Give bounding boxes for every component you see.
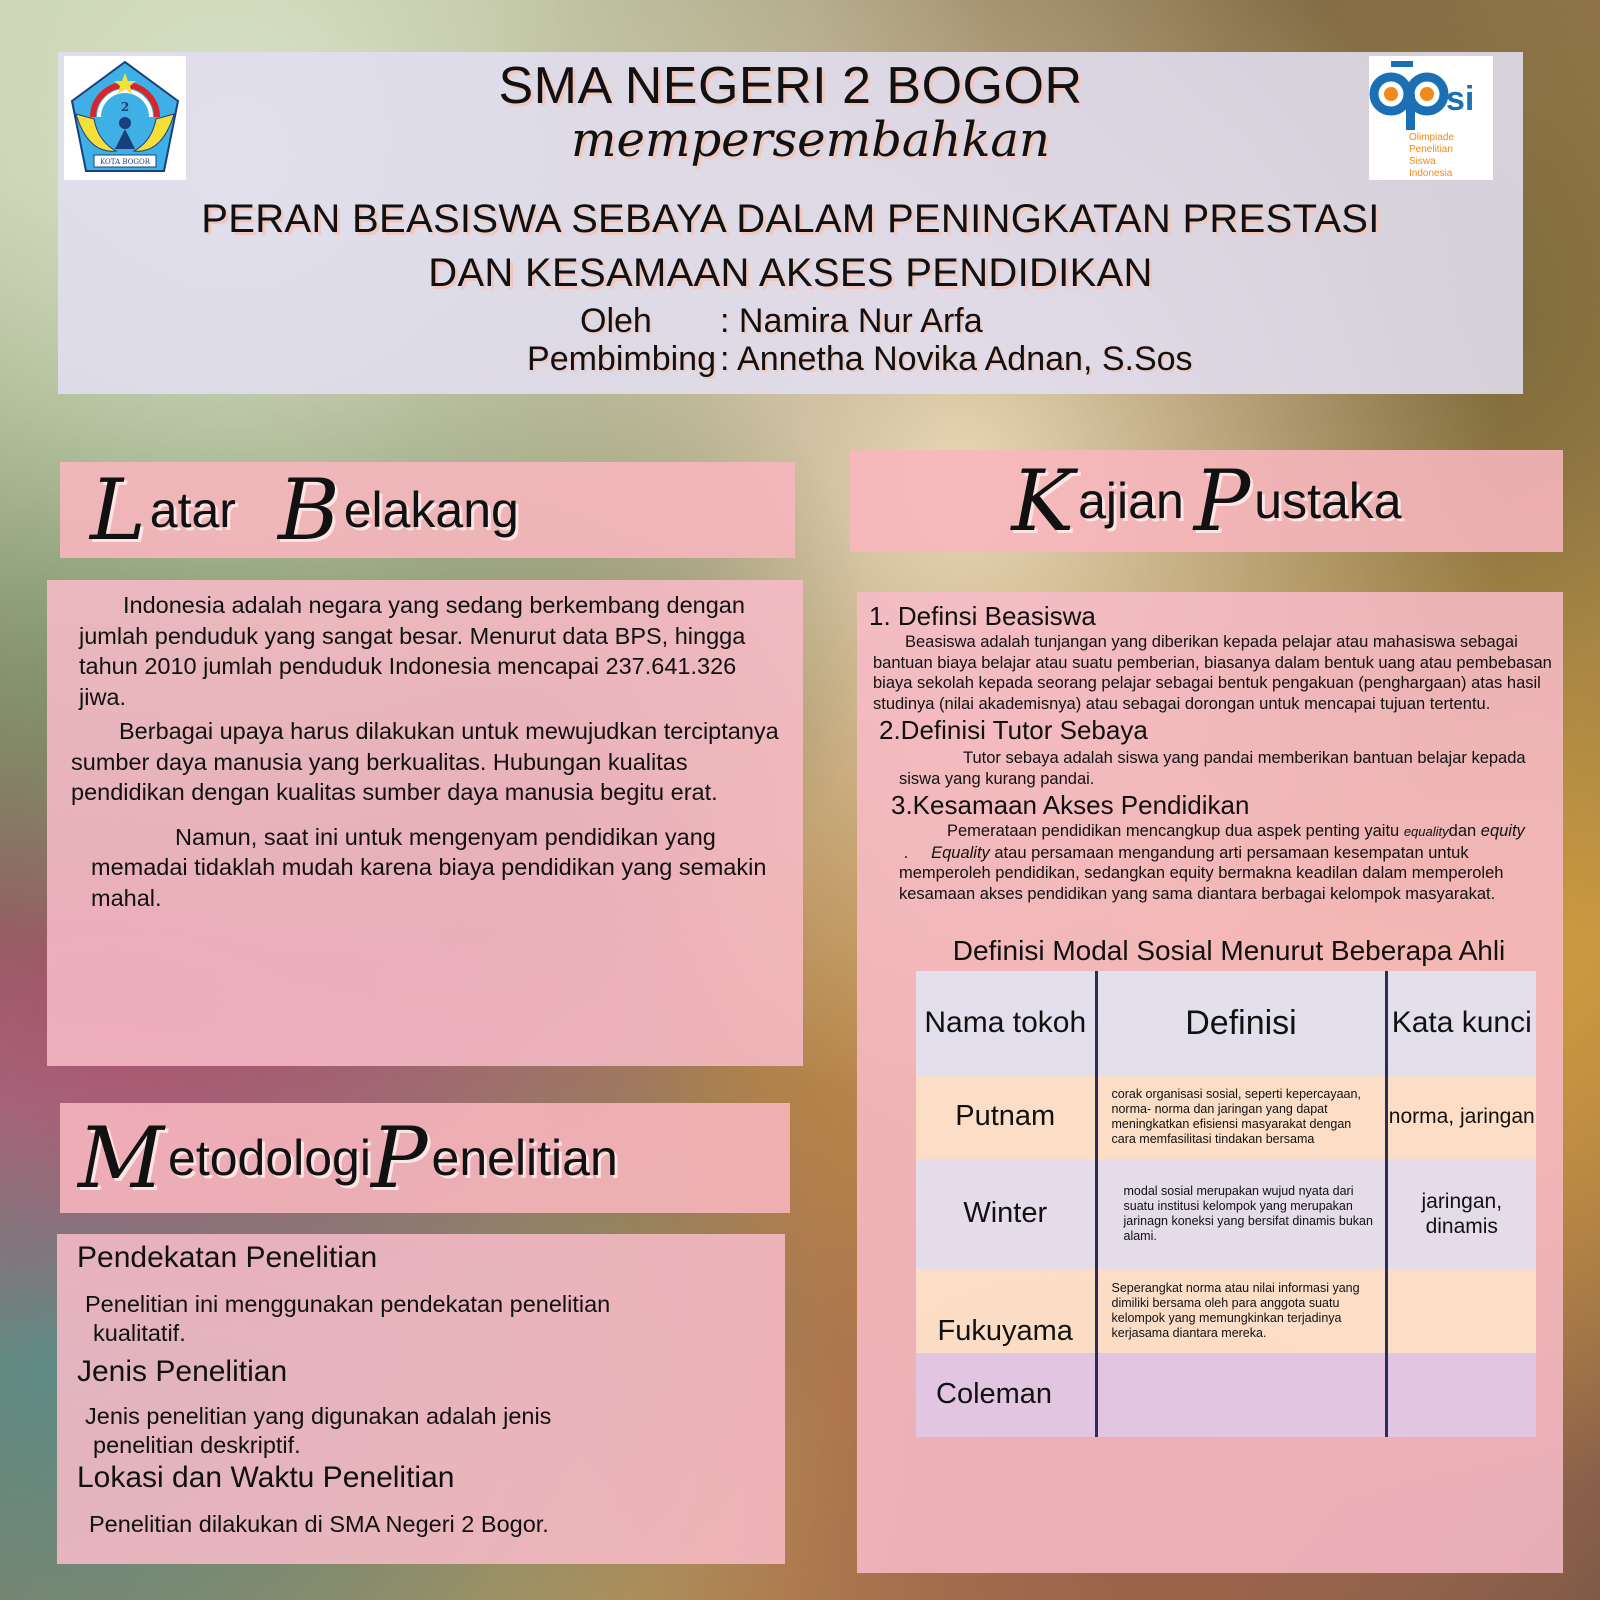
cell-keywords: norma, jaringan: [1388, 1105, 1535, 1128]
text: Pemerataan pendidikan mencangkup dua aspek penting yaitu: [947, 822, 1404, 840]
cell-definition: corak organisasi sosial, seperti kepercayaan, norma- norma dan jaringan yang dapat meningkatkan efisiensi masyarakat dengan cara memfasilitasi tindakan bersama: [1096, 1075, 1386, 1159]
term-equality: Equality: [931, 843, 990, 862]
heading-text: elakang: [343, 482, 519, 538]
cell-keywords: [1386, 1269, 1536, 1353]
heading-initial: P: [1193, 452, 1251, 550]
svg-text:Olimpiade: Olimpiade: [1409, 132, 1455, 143]
text: .: [899, 843, 932, 862]
table-row: [916, 1159, 1536, 1269]
poster-title-line2: DAN KESAMAAN AKSES PENDIDIKAN: [428, 251, 1153, 295]
paragraph: [869, 821, 1553, 904]
text: kualitatif.: [93, 1320, 186, 1346]
opsi-logo-icon: [1369, 56, 1493, 180]
author-label: Oleh: [580, 302, 652, 340]
section-heading-latar-belakang: [60, 462, 795, 558]
heading-initial: K: [1011, 452, 1075, 550]
author-row: [478, 302, 1193, 340]
subheading-lokasi: Lokasi dan Waktu Penelitian: [77, 1461, 455, 1494]
poster-header: [58, 52, 1523, 394]
section-heading-metodologi: [60, 1103, 790, 1213]
text: dan: [1448, 822, 1481, 840]
cell-definition: Seperangkat norma atau nilai informasi yang dimiliki bersama oleh para anggota suatu kelompok yang memungkinkan terjadinya kerjasama diantara mereka.: [1096, 1269, 1386, 1353]
cell-name: Fukuyama: [937, 1315, 1073, 1347]
paragraph: Tutor sebaya adalah siswa yang pandai memberikan bantuan belajar kepada siswa yang kurang pandai.: [899, 749, 1526, 788]
section-heading-kajian-pustaka: [850, 450, 1563, 552]
heading-text: ajian: [1078, 473, 1184, 529]
heading-initial: L: [90, 461, 146, 559]
author-value: : Namira Nur Arfa: [720, 302, 983, 340]
heading-text: enelitian: [431, 1130, 618, 1186]
paragraph: Penelitian dilakukan di SMA Negeri 2 Bogor.: [89, 1511, 549, 1537]
cell-name: Winter: [963, 1197, 1048, 1230]
opsi-logo: [1369, 56, 1493, 180]
text: atau persamaan mengandung arti persamaan kesempatan untuk memperoleh pendidikan, sedangkan equity bermakna keadilan dalam memperoleh kesamaan akses pendidikan yang sama diantara berbagai kelompok masyarakat.: [899, 843, 1504, 903]
svg-text:Siswa: Siswa: [1409, 156, 1436, 167]
cell-name: Coleman: [936, 1378, 1053, 1411]
cell-definition: modal sosial merupakan wujud nyata dari suatu institusi kelompok yang merupakan jarinagn koneksi yang bersifat dinamis bukan alami.: [1096, 1159, 1386, 1269]
paragraph: [77, 1290, 775, 1348]
heading-initial: M: [78, 1109, 165, 1207]
svg-text:KOTA BOGOR: KOTA BOGOR: [100, 158, 150, 166]
subheading-pendekatan: Pendekatan Penelitian: [77, 1241, 378, 1274]
cell-name: Putnam: [955, 1100, 1056, 1133]
advisor-label: Pembimbing: [527, 340, 716, 378]
latar-belakang-body: [47, 580, 803, 1066]
subheading-tutor-sebaya: 2.Definisi Tutor Sebaya: [879, 715, 1148, 745]
paragraph: Beasiswa adalah tunjangan yang diberikan kepada pelajar atau mahasiswa sebagai bantuan biaya belajar atau suatu pemberian, biasanya dalam bentuk uang atau pembebasan biaya sekolah kepada seorang pelajar sebagai bentuk pengakuan (penghargaan) atas hasil studinya (nilai akademisnya) atau sebagai dorongan untuk mencapai tujuan tertentu.: [873, 633, 1552, 713]
text: Penelitian ini menggunakan pendekatan penelitian: [85, 1291, 611, 1317]
poster-title-line1: PERAN BEASISWA SEBAYA DALAM PENINGKATAN PRESTASI: [201, 197, 1380, 241]
cell-keywords: [1386, 1353, 1536, 1437]
table-row: [916, 1353, 1536, 1437]
table-header-row: [916, 971, 1536, 1075]
svg-text:2: 2: [120, 100, 130, 114]
heading-initial: B: [277, 461, 340, 559]
svg-text:Indonesia: Indonesia: [1409, 168, 1453, 179]
poster-title: [58, 192, 1523, 300]
svg-text:Penelitian: Penelitian: [1409, 144, 1453, 155]
advisor-row: [478, 340, 1193, 378]
presents-subtitle: mempersembahkan: [571, 112, 1050, 168]
heading-text: ustaka: [1254, 473, 1402, 529]
column-header: Nama tokoh: [924, 1005, 1087, 1039]
advisor-value: : Annetha Novika Adnan, S.Sos: [720, 340, 1193, 378]
cell-keywords: jaringan, dinamis: [1421, 1189, 1503, 1238]
table-row: [916, 1269, 1536, 1353]
text: Jenis penelitian yang digunakan adalah jenis: [85, 1403, 552, 1429]
term-equity: equity: [1480, 822, 1525, 840]
paragraph: [77, 1402, 775, 1460]
paragraph: Berbagai upaya harus dilakukan untuk mewujudkan terciptanya sumber daya manusia yang berkualitas. Hubungan kualitas pendidikan dengan kualitas sumber daya manusia begitu erat.: [71, 718, 779, 805]
heading-initial: P: [370, 1109, 428, 1207]
school-name: SMA NEGERI 2 BOGOR: [498, 57, 1083, 115]
svg-text:si: si: [1446, 80, 1475, 118]
subheading-kesamaan-akses: 3.Kesamaan Akses Pendidikan: [891, 790, 1250, 820]
subheading-jenis: Jenis Penelitian: [77, 1355, 288, 1388]
subheading-definisi-beasiswa: 1. Definsi Beasiswa: [869, 601, 1096, 631]
term-equality: equality: [1403, 824, 1449, 839]
text: penelitian deskriptif.: [93, 1432, 301, 1458]
heading-text: atar: [149, 482, 236, 538]
paragraph: Namun, saat ini untuk mengenyam pendidikan yang memadai tidaklah mudah karena biaya pendidikan yang semakin mahal.: [91, 823, 767, 911]
metodologi-body: [57, 1234, 785, 1564]
kajian-pustaka-body: [857, 592, 1563, 1573]
cell-definition: [1096, 1353, 1386, 1437]
credits: [478, 302, 1193, 378]
column-header: Kata kunci: [1391, 1005, 1532, 1039]
heading-text: etodologi: [168, 1130, 371, 1186]
column-header: Definisi: [1096, 971, 1386, 1075]
modal-sosial-table: [916, 971, 1536, 1437]
table-row: [916, 1075, 1536, 1159]
paragraph: Indonesia adalah negara yang sedang berkembang dengan jumlah penduduk yang sangat besar. Menurut data BPS, hingga tahun 2010 jumlah penduduk Indonesia mencapai 237.641.326 jiwa.: [79, 592, 746, 710]
table-title: Definisi Modal Sosial Menurut Beberapa Ahli: [952, 935, 1506, 966]
